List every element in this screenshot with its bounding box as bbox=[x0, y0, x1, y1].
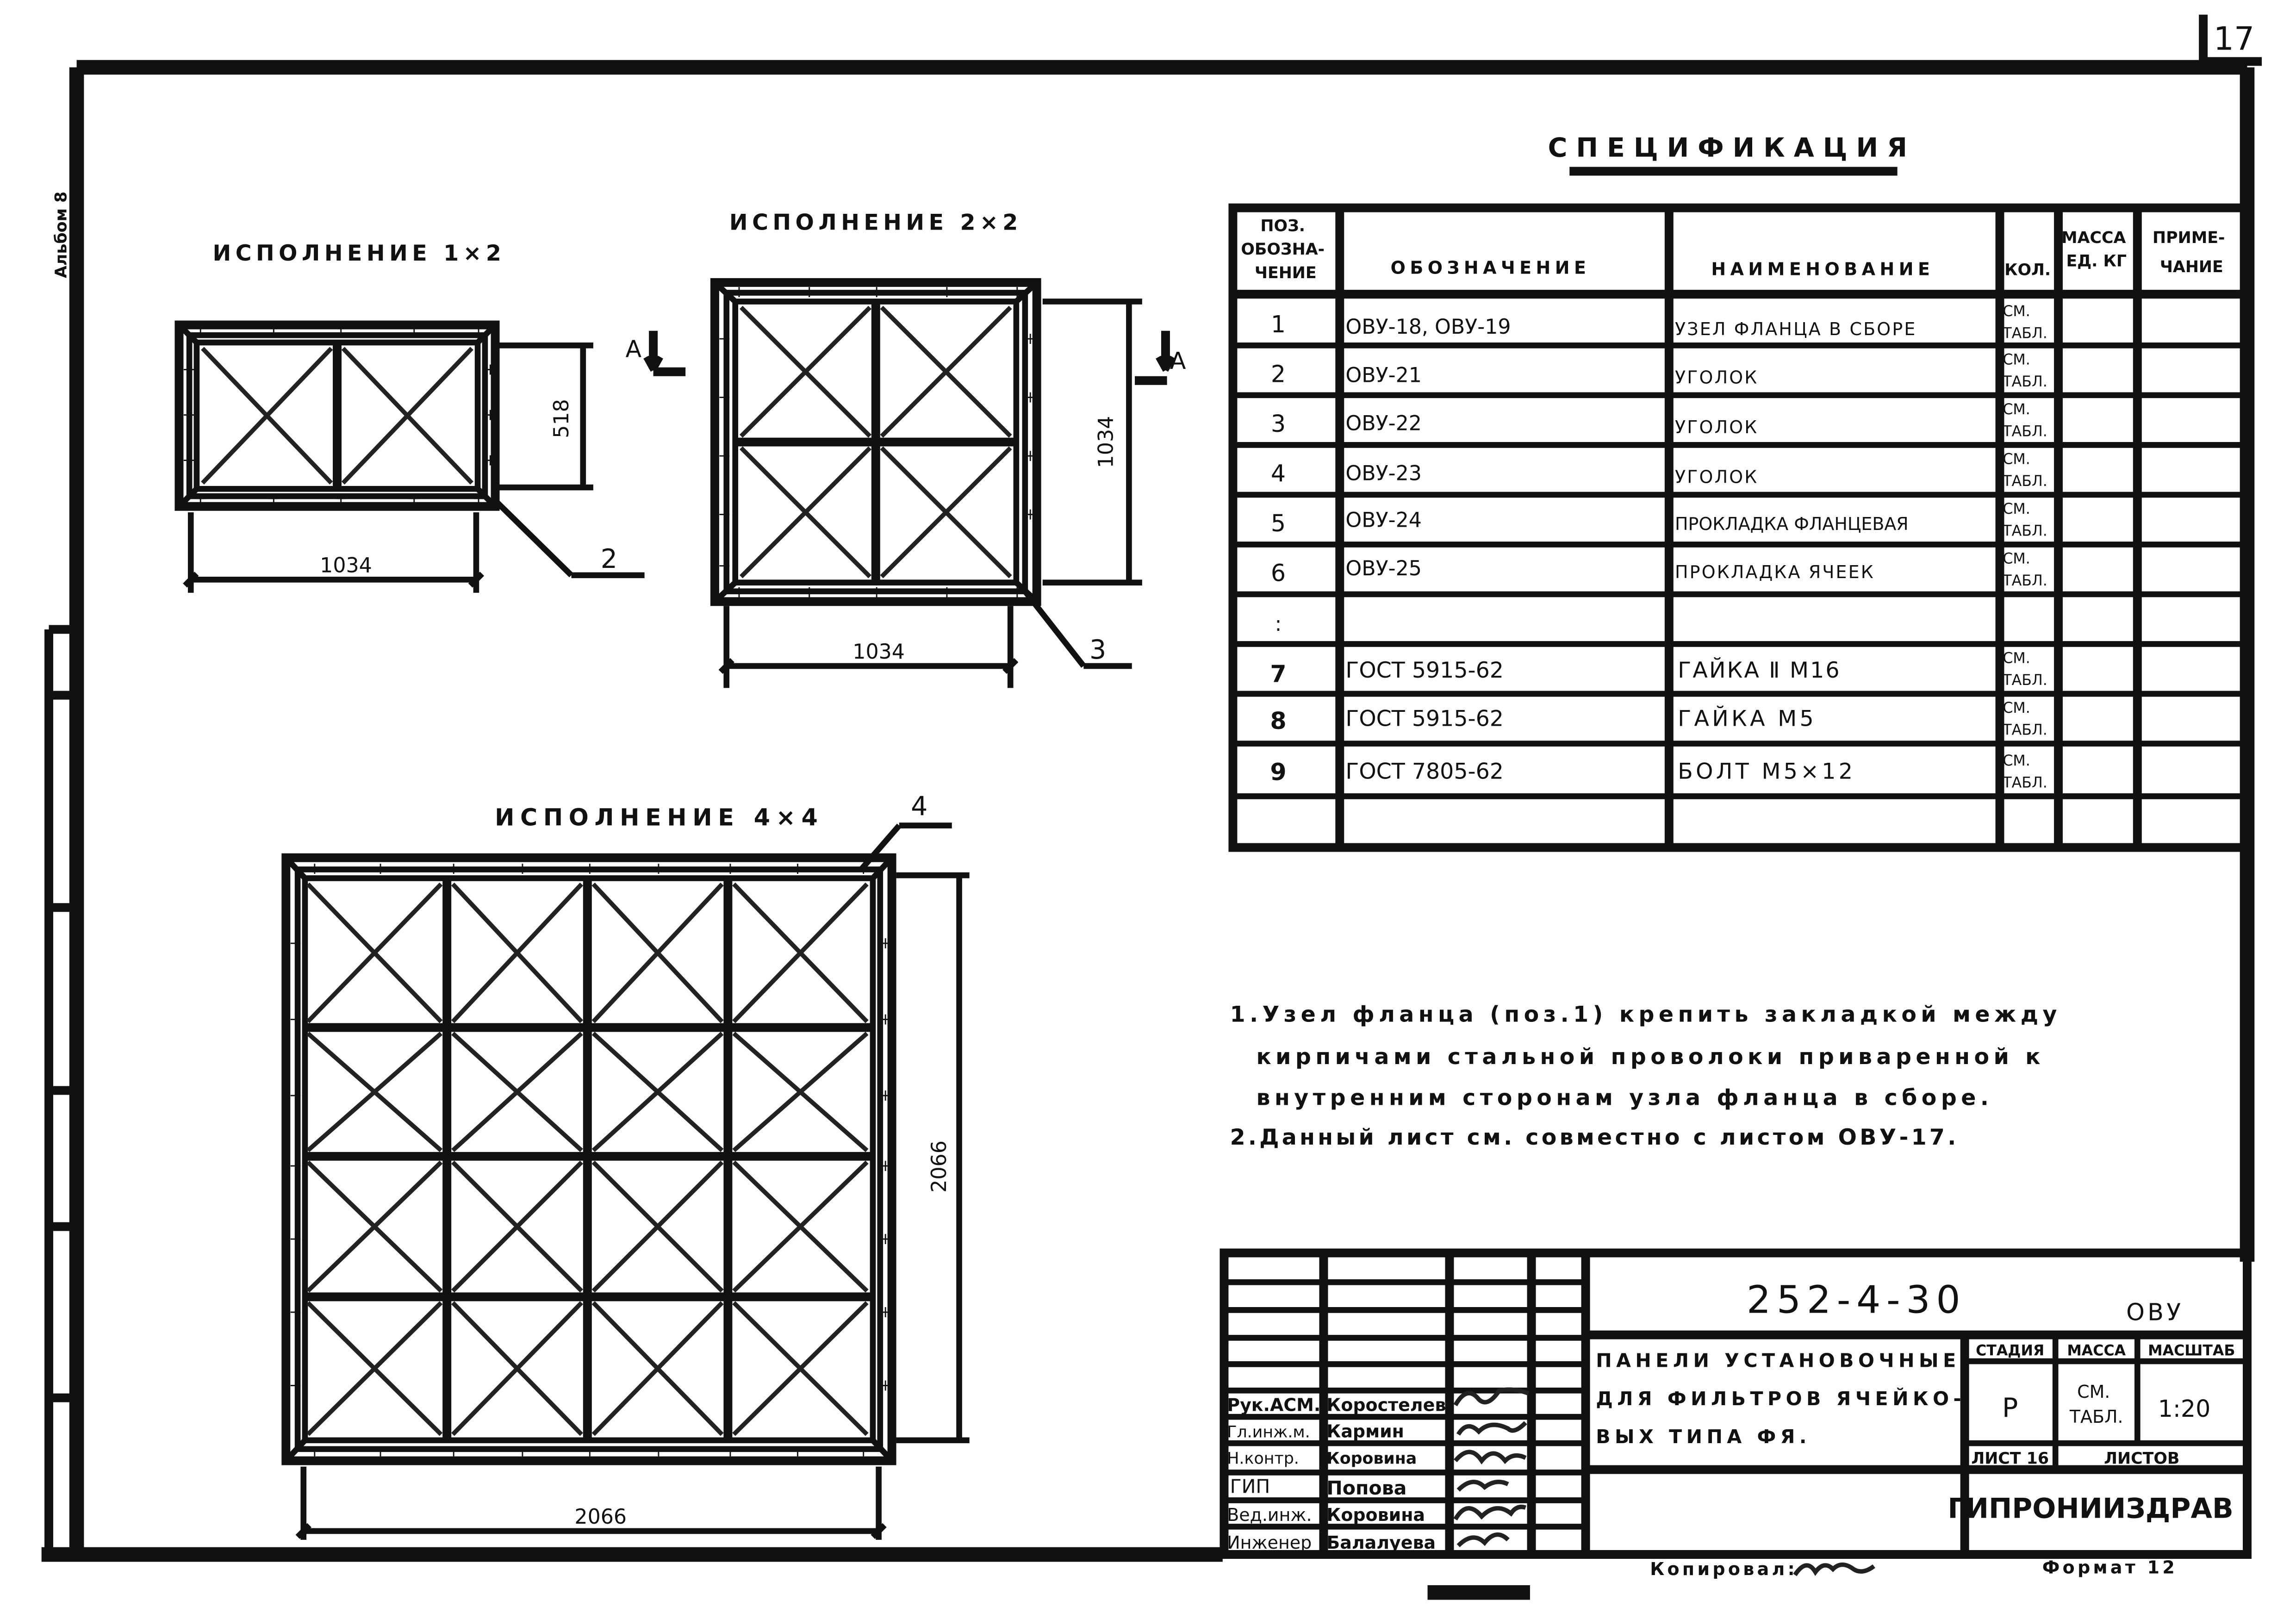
spec-designation: ГОСТ 7805-62 bbox=[1345, 759, 1504, 785]
panel-2x2 bbox=[715, 282, 1037, 601]
spec-designation: ОВУ-23 bbox=[1345, 461, 1422, 486]
spec-qty: СМ. ТАБЛ. bbox=[2003, 303, 2047, 342]
spec-qty: СМ. ТАБЛ. bbox=[2003, 700, 2047, 739]
table-row bbox=[1271, 401, 2047, 440]
spec-pos: : bbox=[1275, 612, 1282, 636]
note-line: внутренним сторонам узла фланца в сборе. bbox=[1256, 1085, 1993, 1111]
mass-label: МАССА bbox=[2067, 1342, 2126, 1359]
spec-designation: ОВУ-18, ОВУ-19 bbox=[1345, 315, 1511, 339]
spec-pos: 1 bbox=[1270, 310, 1286, 338]
person-name: Коровина bbox=[1326, 1504, 1425, 1525]
bolt-marks-2x2: + + + + + + + + + + + + + + + + + + + bbox=[717, 282, 1037, 602]
table-row bbox=[1271, 303, 2047, 342]
table-row bbox=[1270, 650, 2047, 689]
spec-name: ПРОКЛАДКА ЯЧЕЕК bbox=[1674, 562, 1875, 583]
role: Инженер bbox=[1227, 1532, 1312, 1553]
table-row bbox=[1270, 753, 2047, 791]
view-1x2 bbox=[179, 241, 685, 593]
person-name: Кармин bbox=[1326, 1421, 1404, 1442]
specification bbox=[1233, 132, 2246, 847]
spec-name: ПРОКЛАДКА ФЛАНЦЕВАЯ bbox=[1674, 513, 1909, 534]
list-item bbox=[1227, 1532, 1436, 1553]
mass-value: СМ. ТАБЛ. bbox=[2069, 1382, 2123, 1427]
view-4x4-callout: 4 bbox=[911, 791, 928, 822]
album-label: Альбом 8 bbox=[52, 191, 71, 278]
spec-header-mass: МАССА ЕД. КГ bbox=[2061, 228, 2127, 271]
doc-number: 252-4-30 bbox=[1746, 1278, 1966, 1322]
spec-header-name: НАИМЕНОВАНИЕ bbox=[1711, 259, 1935, 280]
spec-header-note: ПРИМЕ- ЧАНИЕ bbox=[2153, 228, 2225, 277]
spec-designation: ОВУ-22 bbox=[1345, 411, 1422, 436]
note-line: кирпичами стальной проволоки приваренной к bbox=[1256, 1044, 2045, 1070]
view-4x4-height-dim: 2066 bbox=[927, 1140, 952, 1193]
organization: ГИПРОНИИЗДРАВ bbox=[1948, 1492, 2234, 1525]
copied-by-label: Копировал: bbox=[1650, 1558, 1798, 1579]
view-1x2-width-dim: 1034 bbox=[320, 554, 372, 578]
spec-qty: СМ. ТАБЛ. bbox=[2003, 752, 2047, 791]
spec-designation: ГОСТ 5915-62 bbox=[1345, 706, 1504, 732]
signatures bbox=[1456, 1389, 1529, 1545]
spec-header-designation: ОБОЗНАЧЕНИЕ bbox=[1390, 257, 1591, 278]
person-name: Коровина bbox=[1326, 1449, 1417, 1468]
spec-qty: СМ. ТАБЛ. bbox=[2003, 451, 2047, 490]
table-row bbox=[1271, 551, 2047, 589]
scale-value: 1:20 bbox=[2158, 1395, 2211, 1423]
spec-name: ГАЙКА Ⅱ М16 bbox=[1678, 658, 1841, 684]
stage-value: Р bbox=[2002, 1393, 2018, 1424]
spec-designation: ОВУ-21 bbox=[1345, 363, 1422, 387]
scale-label: МАСШТАБ bbox=[2148, 1342, 2235, 1359]
section-a-right: А bbox=[1170, 347, 1186, 374]
spec-qty: СМ. ТАБЛ. bbox=[2003, 401, 2047, 440]
table-row bbox=[1271, 501, 2047, 539]
role: Н.контр. bbox=[1227, 1449, 1299, 1468]
format-label: Формат 12 bbox=[2042, 1557, 2178, 1578]
notes bbox=[1230, 1002, 2061, 1150]
table-row bbox=[1275, 612, 1282, 636]
spec-table bbox=[1233, 208, 2246, 847]
bolt-marks-1x2: + + + + + + + + + + + + + + + + bbox=[182, 324, 497, 508]
spec-pos: 8 bbox=[1270, 707, 1287, 735]
panel-1x2 bbox=[179, 324, 497, 508]
table-row bbox=[1271, 351, 2047, 390]
role: Рук.АСМ. bbox=[1227, 1395, 1321, 1415]
spec-pos: 9 bbox=[1270, 758, 1287, 786]
copied-by-signature bbox=[1795, 1565, 1874, 1575]
view-4x4 bbox=[286, 791, 970, 1539]
spec-designation: ГОСТ 5915-62 bbox=[1345, 658, 1504, 684]
spec-title: СПЕЦИФИКАЦИЯ bbox=[1548, 132, 1916, 163]
bolt-marks-4x4: + + + + + + + + + + + + + + + + + + + + + + + + + + + + + + + + bbox=[289, 859, 892, 1461]
table-row bbox=[1271, 451, 2047, 489]
view-2x2-width-dim: 1034 bbox=[852, 640, 905, 664]
spec-pos: 3 bbox=[1270, 410, 1286, 437]
view-1x2-callout: 2 bbox=[600, 544, 617, 575]
spec-name: ГАЙКА М5 bbox=[1678, 706, 1817, 732]
sheet-number: 17 bbox=[2213, 20, 2255, 58]
view-1x2-title: ИСПОЛНЕНИЕ 1×2 bbox=[212, 240, 506, 266]
spec-designation: ОВУ-24 bbox=[1345, 508, 1422, 532]
stage-label: СТАДИЯ bbox=[1976, 1342, 2045, 1359]
sheets-label: ЛИСТОВ bbox=[2104, 1449, 2180, 1468]
view-2x2-height-dim: 1034 bbox=[1094, 416, 1118, 468]
role: ГИП bbox=[1230, 1475, 1270, 1498]
view-2x2-title: ИСПОЛНЕНИЕ 2×2 bbox=[729, 210, 1022, 236]
person-name: Балалуева bbox=[1326, 1532, 1436, 1553]
spec-qty: СМ. ТАБЛ. bbox=[2003, 650, 2047, 689]
role: Гл.инж.м. bbox=[1227, 1423, 1310, 1442]
view-2x2-callout: 3 bbox=[1089, 635, 1107, 666]
spec-name: БОЛТ М5×12 bbox=[1678, 759, 1856, 785]
spec-header-pos: ПОЗ. ОБОЗНА- ЧЕНИЕ bbox=[1241, 217, 1325, 282]
note-line: 2.Данный лист см. совместно с листом ОВУ-17. bbox=[1230, 1125, 1959, 1151]
spec-name: УГОЛОК bbox=[1674, 367, 1759, 388]
drawing-title: ПАНЕЛИ УСТАНОВОЧНЫЕ ДЛЯ ФИЛЬТРОВ ЯЧЕЙКО- ВЫХ ТИПА ФЯ. bbox=[1596, 1349, 1966, 1448]
spec-header-qty: КОЛ. bbox=[2004, 261, 2051, 280]
person-name: Коростелев bbox=[1326, 1395, 1446, 1415]
spec-pos: 4 bbox=[1270, 460, 1286, 487]
spec-pos: 5 bbox=[1270, 509, 1286, 537]
person-name: Попова bbox=[1326, 1476, 1407, 1499]
table-row bbox=[1270, 700, 2047, 738]
view-1x2-height-dim: 518 bbox=[550, 399, 574, 438]
spec-name: УГОЛОК bbox=[1674, 417, 1759, 438]
spec-pos: 2 bbox=[1270, 360, 1286, 388]
spec-designation: ОВУ-25 bbox=[1345, 556, 1422, 580]
view-4x4-width-dim: 2066 bbox=[574, 1505, 627, 1529]
list-item bbox=[1230, 1476, 1407, 1499]
view-4x4-title: ИСПОЛНЕНИЕ 4×4 bbox=[495, 803, 824, 831]
spec-qty: СМ. ТАБЛ. bbox=[2003, 351, 2047, 390]
section-a-left: А bbox=[625, 335, 642, 363]
sheet-label: ЛИСТ 16 bbox=[1971, 1449, 2049, 1468]
role: Вед.инж. bbox=[1227, 1504, 1312, 1525]
spec-pos: 7 bbox=[1270, 660, 1287, 688]
title-block bbox=[1224, 1253, 2247, 1554]
spec-name: УЗЕЛ ФЛАНЦА В СБОРЕ bbox=[1674, 319, 1917, 340]
view-2x2 bbox=[715, 210, 1186, 688]
spec-qty: СМ. ТАБЛ. bbox=[2003, 501, 2047, 540]
list-item bbox=[1227, 1395, 1446, 1415]
spec-qty: СМ. ТАБЛ. bbox=[2003, 550, 2047, 589]
panel-4x4 bbox=[286, 858, 892, 1461]
note-line: 1.Узел фланца (поз.1) крепить закладкой между bbox=[1230, 1002, 2061, 1028]
margin-stamp-column bbox=[49, 629, 77, 1555]
list-item bbox=[1227, 1421, 1404, 1442]
spec-pos: 6 bbox=[1270, 559, 1286, 587]
spec-name: УГОЛОК bbox=[1674, 467, 1759, 487]
doc-code: ОВУ bbox=[2126, 1298, 2184, 1326]
